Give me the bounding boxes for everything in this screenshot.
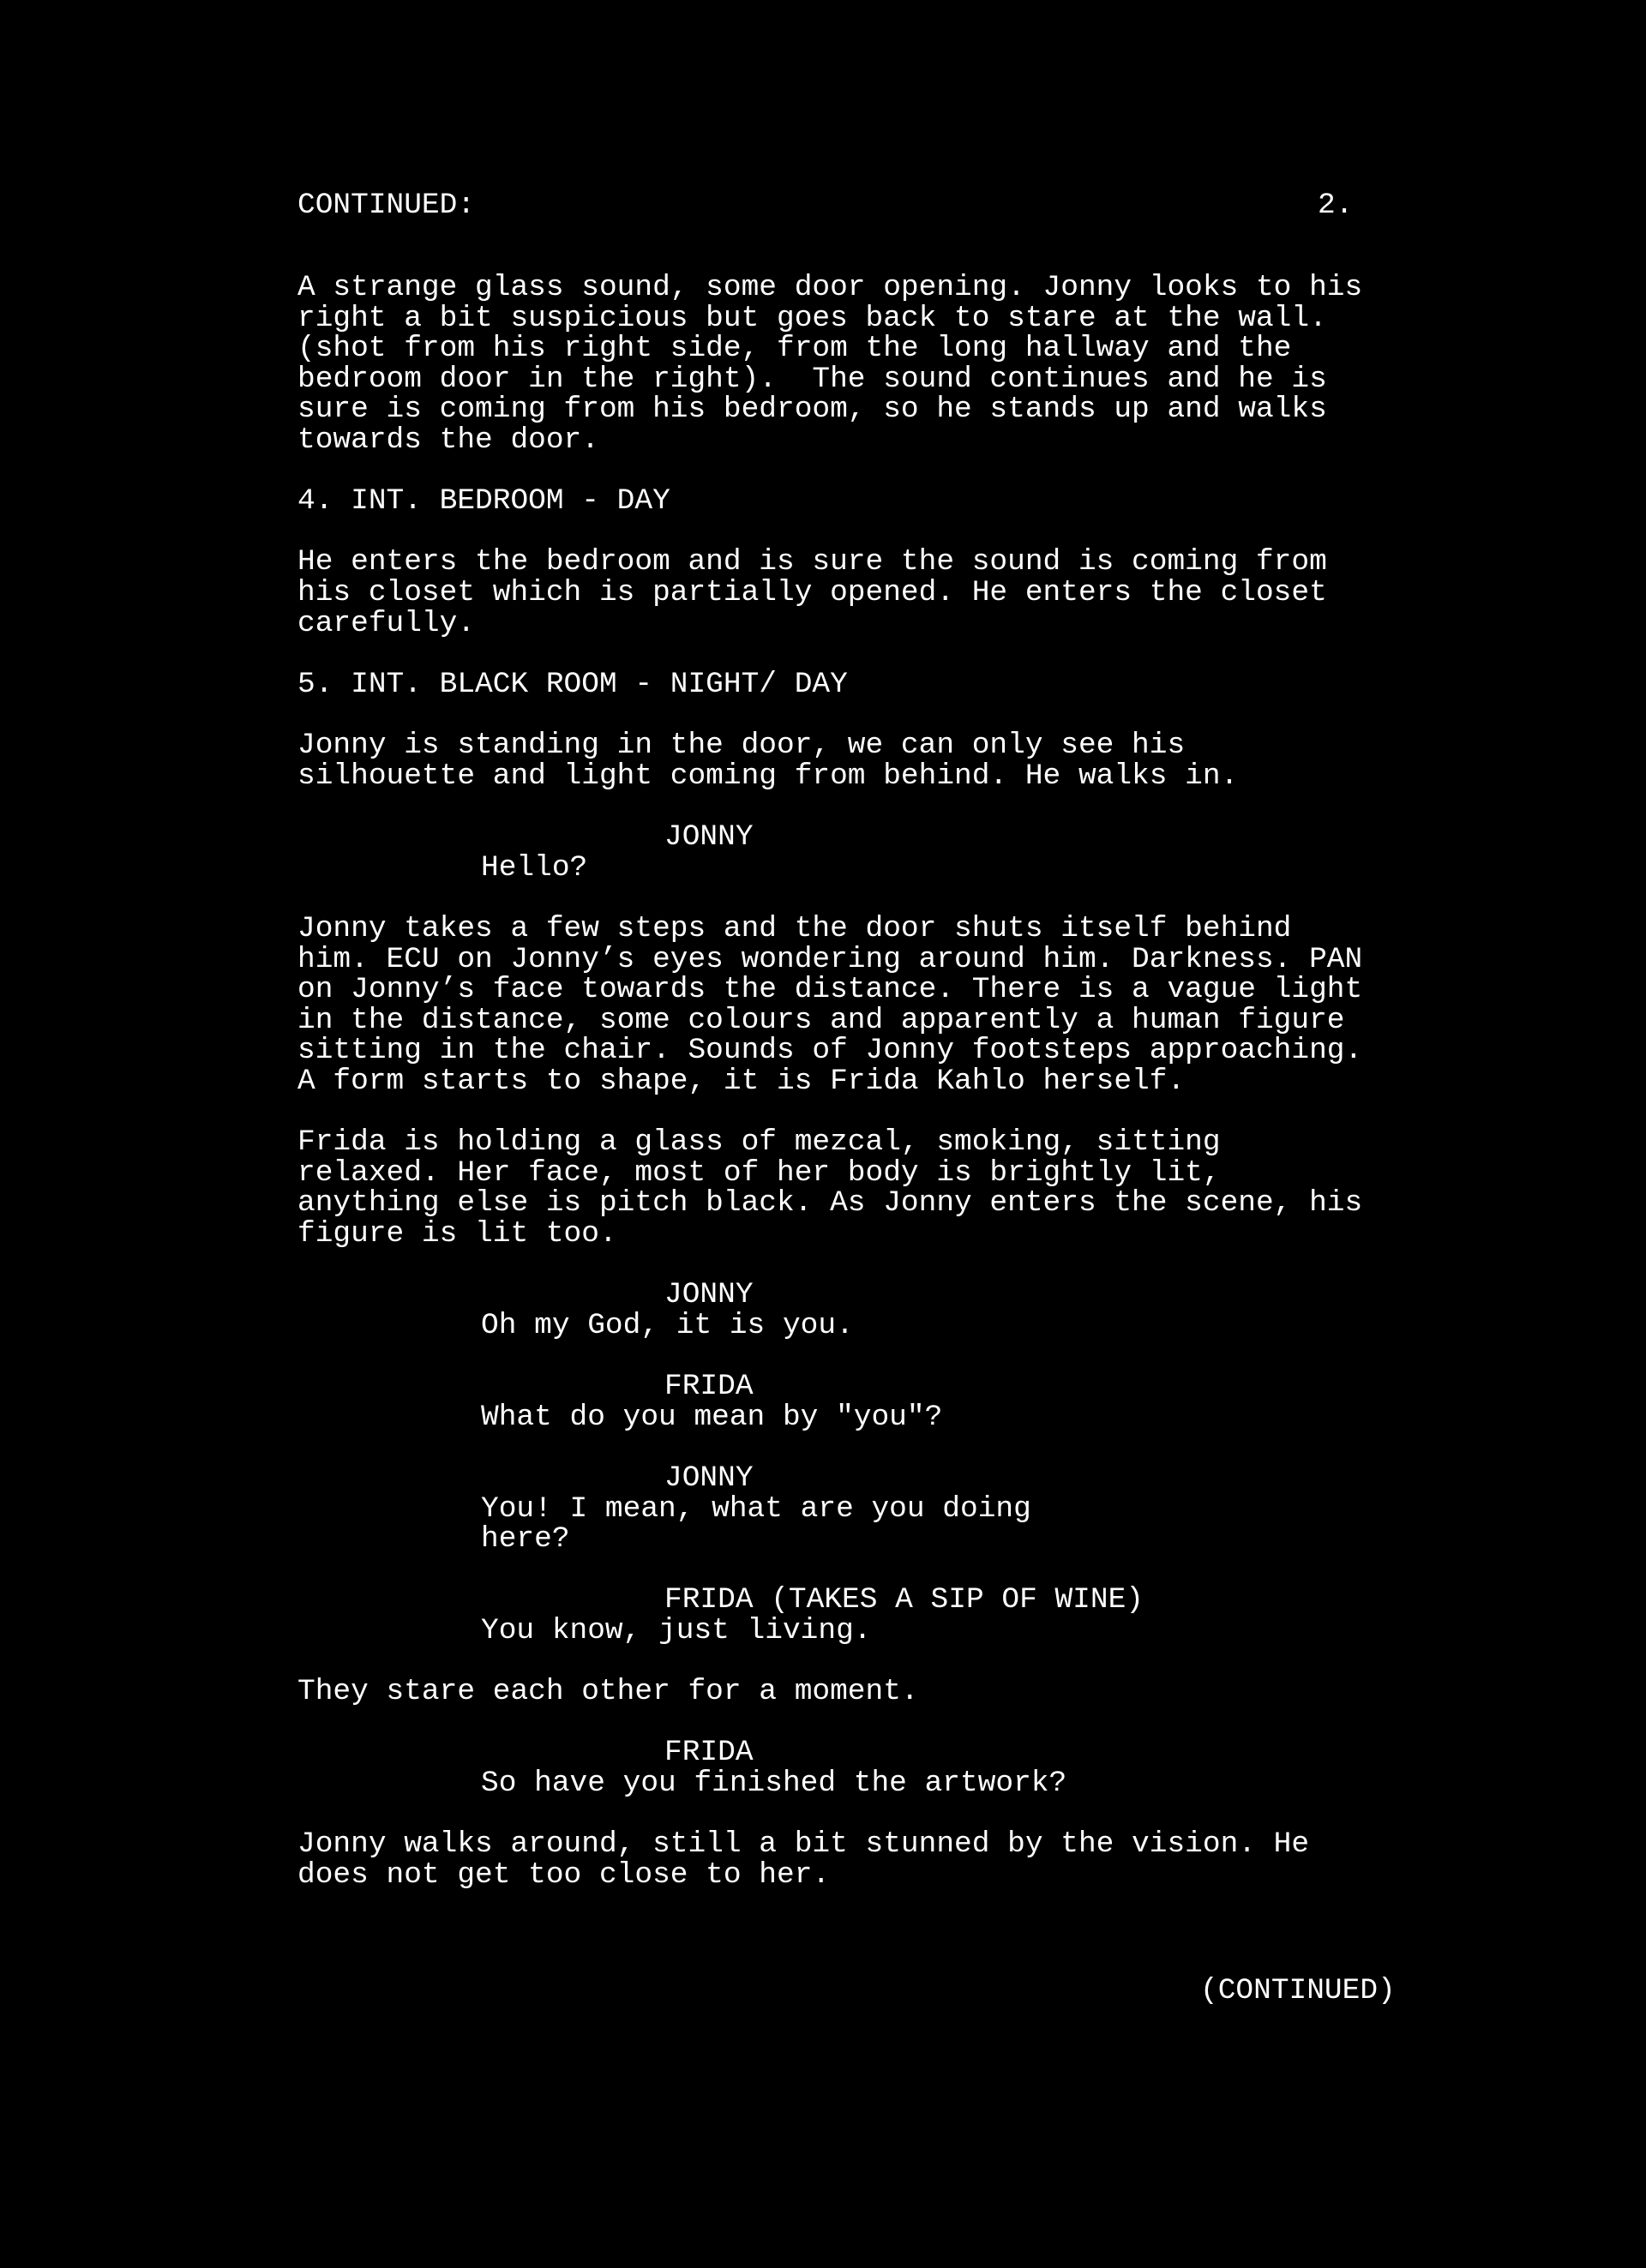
action-line: A strange glass sound, some door opening. Jonny looks to his [297, 271, 1363, 304]
action-line: Frida is holding a glass of mezcal, smoking, sitting [297, 1125, 1221, 1159]
dialogue-line: Oh my God, it is you. [481, 1309, 854, 1342]
action-line: him. ECU on Jonny’s eyes wondering around him. Darkness. PAN [297, 943, 1363, 976]
action-line: They stare each other for a moment. [297, 1675, 919, 1708]
action-line: towards the door. [297, 423, 599, 457]
action-line: figure is lit too. [297, 1217, 617, 1251]
action-line: carefully. [297, 607, 476, 640]
action-line: on Jonny’s face towards the distance. There is a vague light [297, 973, 1363, 1006]
dialogue-line: What do you mean by "you"? [481, 1401, 943, 1434]
scene-heading: 4. INT. BEDROOM - DAY [297, 484, 670, 518]
scene-heading: 5. INT. BLACK ROOM - NIGHT/ DAY [297, 668, 848, 701]
action-line: (shot from his right side, from the long hallway and the [297, 332, 1292, 365]
action-line: anything else is pitch black. As Jonny enters the scene, his [297, 1186, 1363, 1220]
action-line: sitting in the chair. Sounds of Jonny footsteps approaching. [297, 1034, 1363, 1067]
dialogue-line: Hello? [481, 851, 588, 885]
character-cue: JONNY [664, 1461, 754, 1495]
action-line: sure is coming from his bedroom, so he stands up and walks [297, 393, 1327, 426]
action-line: relaxed. Her face, most of her body is brightly lit, [297, 1156, 1221, 1190]
action-line: A form starts to shape, it is Frida Kahlo herself. [297, 1065, 1186, 1098]
character-cue: FRIDA (TAKES A SIP OF WINE) [664, 1583, 1144, 1617]
action-line: Jonny is standing in the door, we can only see his [297, 729, 1186, 762]
page-number: 2. [1318, 189, 1354, 222]
action-line: He enters the bedroom and is sure the sound is coming from [297, 545, 1327, 579]
character-cue: FRIDA [664, 1736, 754, 1769]
action-line: does not get too close to her. [297, 1858, 831, 1892]
dialogue-line: So have you finished the artwork? [481, 1767, 1067, 1800]
dialogue-line: here? [481, 1522, 570, 1556]
action-line: in the distance, some colours and apparently a human figure [297, 1004, 1345, 1037]
action-line: bedroom door in the right). The sound continues and he is [297, 363, 1327, 396]
continued-footer: (CONTINUED) [1200, 1974, 1396, 2007]
character-cue: JONNY [664, 820, 754, 854]
action-line: Jonny walks around, still a bit stunned by the vision. He [297, 1827, 1310, 1861]
action-line: right a bit suspicious but goes back to stare at the wall. [297, 302, 1327, 335]
action-line: his closet which is partially opened. He enters the closet [297, 576, 1327, 609]
action-line: Jonny takes a few steps and the door shuts itself behind [297, 912, 1292, 945]
character-cue: FRIDA [664, 1370, 754, 1403]
character-cue: JONNY [664, 1278, 754, 1311]
continued-header: CONTINUED: [297, 189, 476, 222]
dialogue-line: You! I mean, what are you doing [481, 1492, 1031, 1526]
action-line: silhouette and light coming from behind. He walks in. [297, 759, 1239, 793]
dialogue-line: You know, just living. [481, 1614, 872, 1647]
